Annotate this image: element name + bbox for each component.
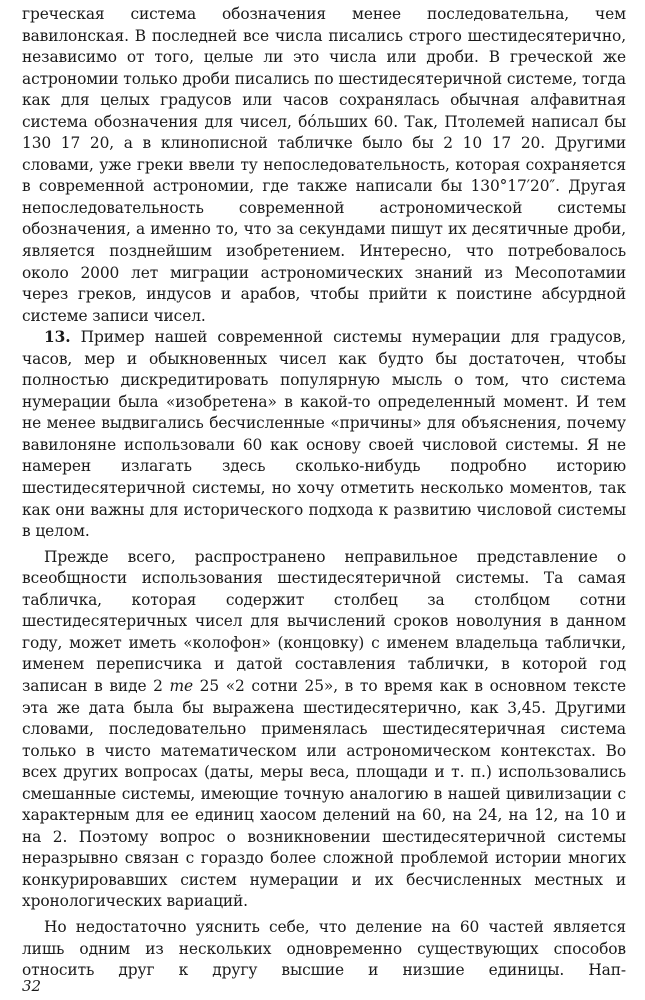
- paragraph-3-text-after: 25 «2 сотни 25», в то время как в основном тексте эта же дата была бы выражена шестидесятерично, как 3,45. Другими словами, последовательно применялась шестидесятеричная система только в чисто математическом или астрономическом контекстах. Во всех других вопросах (даты, меры веса, площади и т. п.) использовались смешанные системы, имеющие точную аналогию в нашей цивилизации с характерным для ее единиц хаосом делений на 60, на 24, на 12, на 10 и на 2. Поэтому вопрос о возникновении шестидесятеричной системы неразрывно связан с гораздо более сложной проблемой истории многих конкурировавших систем нумерации и их бесчисленных местных и хронологических вариаций.: [22, 676, 626, 911]
- paragraph-4: Но недостаточно уяснить себе, что деление на 60 частей является лишь одним из нескольких одновременно существующих способов относить друг к другу высшие и низшие единицы. Нап-: [22, 917, 626, 980]
- page-number: 32: [22, 977, 42, 995]
- paragraph-3-italic-term: me: [169, 676, 194, 695]
- paragraph-2: [22, 327, 626, 542]
- paragraph-3-text-before: Прежде всего, распространено неправильное представление о всеобщности использования шестидесятеричной системы. Та самая табличка, которая содержит столбец за столбцом сотни шестидесятеричных чисел для вычислений сроков новолуния в данном году, может иметь «колофон» (концовку) с именем владельца таблички, именем переписчика и датой составления таблички, в которой год записан в виде 2: [22, 547, 626, 695]
- paragraph-1: греческая система обозначения менее последовательна, чем вавилонская. В последней все числа писались строго шестидесятерично, независимо от того, целые ли это числа или дроби. В греческой же астрономии только дроби писались по шестидесятеричной системе, тогда как для целых градусов или часов сохранялась обычная алфавитная система обозначения для чисел, бо́льших 60. Так, Птолемей написал бы 130 17 20, а в клинописной табличке было бы 2 10 17 20. Другими словами, уже греки ввели ту непоследовательность, которая сохраняется в современной астрономии, где также написали бы 130°17′20″. Другая непоследовательность современной астрономической системы обозначения, а именно то, что за секундами пишут их десятичные дроби, является позднейшим изобретением. Интересно, что потребовалось около 2000 лет миграции астрономических знаний из Месопотамии через греков, индусов и арабов, чтобы прийти к поистине абсурдной системе записи чисел.: [22, 5, 626, 325]
- paragraph-2-text: Пример нашей современной системы нумерации для градусов, часов, мер и обыкновенных чисел как будто бы достаточен, чтобы полностью дискредитировать популярную мысль о том, что система нумерации была «изобретена» в какой-то определенный момент. И тем не менее выдвигались бесчисленные «причины» для объяснения, почему вавилоняне использовали 60 как основу своей числовой системы. Я не намерен излагать здесь сколько-нибудь подробно историю шестидесятеричной системы, но хочу отметить несколько моментов, так как они важны для исторического подхода к развитию числовой системы в целом.: [22, 328, 626, 541]
- section-number: 13.: [44, 328, 71, 347]
- paragraph-3: [22, 547, 626, 913]
- body-text: [22, 4, 626, 982]
